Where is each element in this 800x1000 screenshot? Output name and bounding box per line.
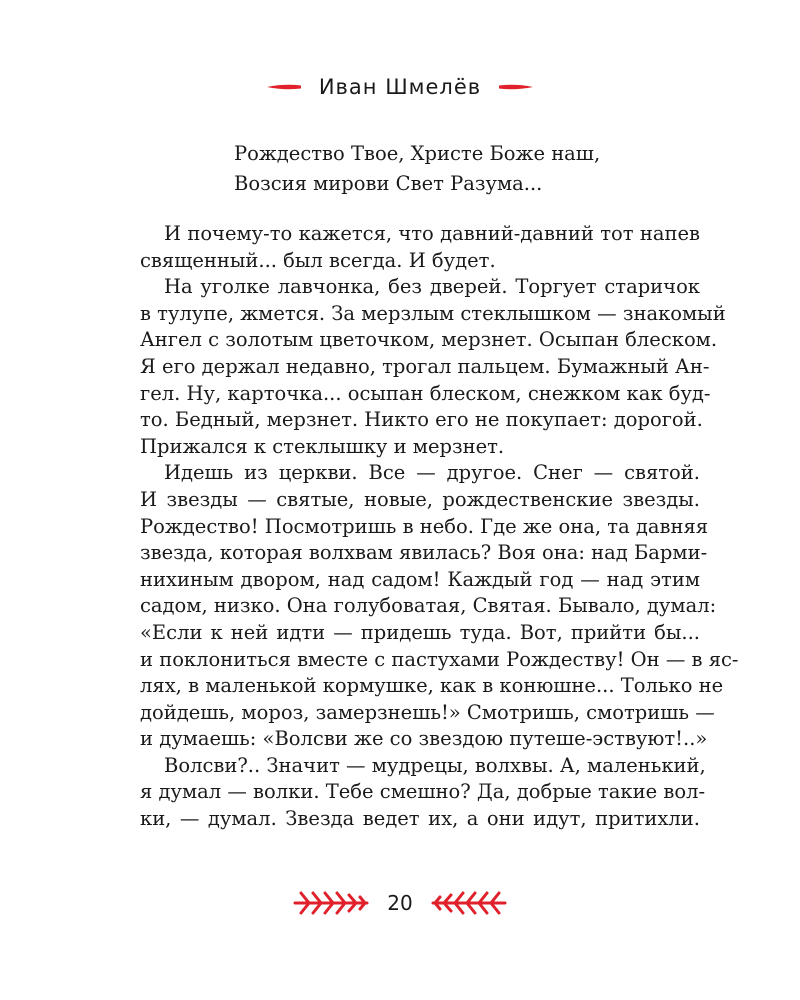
page-number: 20 [387,891,413,915]
epigraph-line: Возсия мирови Свет Разума... [234,171,543,195]
text-line: На уголке лавчонка, без дверей. Торгует старичок [164,275,700,299]
left-red-dash-ornament [267,82,301,92]
text-line: гел. Ну, карточка... осыпан блеском, снежком как буд- [140,381,711,405]
text-line: священный... был всегда. И будет. [140,248,496,272]
text-line: в тулупе, жмется. За мерзлым стеклышком — знакомый [140,301,726,325]
right-fir-branch-ornament [431,889,507,917]
text-line: Идешь из церкви. Все — другое. Снег — святой. [164,461,700,485]
text-line: то. Бедный, мерзнет. Никто его не покупает: дорогой. [140,408,703,432]
page-footer [0,886,800,920]
text-line: я думал — волки. Тебе смешно? Да, добрые такие вол- [140,780,706,804]
text-line: И почему-то кажется, что давний-давний тот напев [164,222,700,245]
text-line: звезда, которая волхвам явилась? Воя она: над Барми- [140,541,708,565]
epigraph [234,139,600,198]
text-line: Я его держал недавно, трогал пальцем. Бумажный Ан- [140,354,710,378]
text-line: дойдешь, мороз, замерзнешь!» Смотришь, смотришь — [140,700,715,724]
right-red-dash-ornament [499,82,533,92]
text-line: лях, в маленькой кормушке, как в конюшне... Только не [140,674,724,698]
running-header [0,72,800,102]
left-fir-branch-ornament [293,889,369,917]
text-line: Волсви?.. Значит — мудрецы, волхвы. А, маленький, [164,753,706,777]
author-name: Иван Шмелёв [318,75,482,99]
text-line: И звезды — святые, новые, рождественские звезды. [140,487,700,511]
text-line: нихиным двором, над садом! Каждый год — над этим [140,567,700,591]
epigraph-line: Рождество Твое, Христе Боже наш, [234,142,601,165]
text-line: и думаешь: «Волсви же со звездою путеше-эствуют!..» [140,727,708,751]
text-line: садом, низко. Она голубоватая, Святая. Бывало, думал: [140,594,717,618]
text-line: Прижался к стеклышку и мерзнет. [140,434,505,458]
text-line: Рождество! Посмотришь в небо. Где же она, та давняя [140,514,709,538]
body-text [140,221,739,833]
text-line: ки, — думал. Звезда ведет их, а они идут, притихли. [140,807,700,831]
text-line: «Если к ней идти — придешь туда. Вот, прийти бы... [140,620,700,644]
text-line: и поклониться вместе с пастухами Рождеству! Он — в яс- [140,647,739,671]
text-line: Ангел с золотым цветочком, мерзнет. Осыпан блеском. [140,328,718,352]
